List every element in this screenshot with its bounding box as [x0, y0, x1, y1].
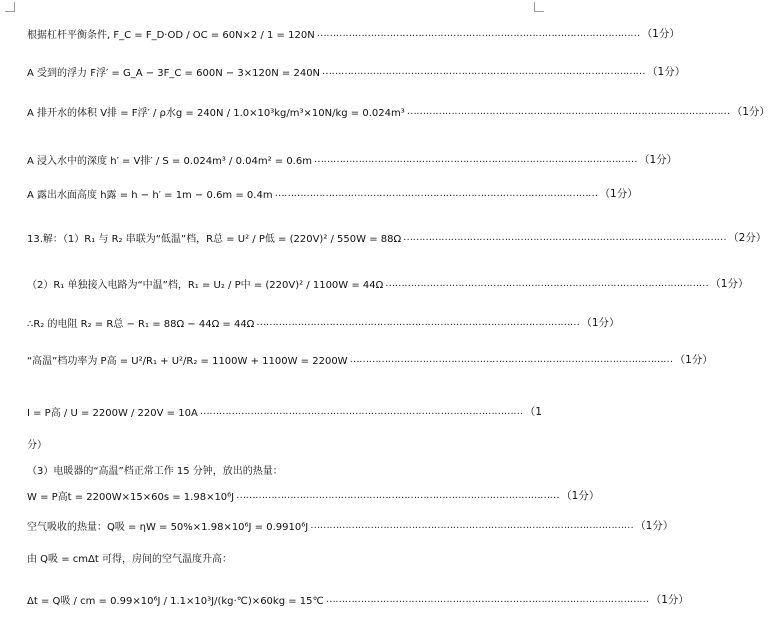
solution-formula: “高温”档功率为 P高 = U²/R₁ + U²/R₂ = 1100W + 1100W = 2200W [27, 356, 348, 367]
score-mark: （1分） [599, 188, 638, 200]
solution-line [27, 352, 713, 367]
score-mark: （1分） [731, 106, 770, 118]
solution-line [27, 230, 767, 245]
dot-leader: ………………………………………………………………………………………… [313, 153, 637, 165]
dot-leader: ………………………………………………………………………………………… [316, 27, 640, 39]
solution-formula: A 排开水的体积 V排 = F浮′ / ρ水g = 240N / 1.0×10³kg/m³×10N/kg = 0.024m³ [27, 108, 405, 119]
score-mark: （1 [524, 406, 542, 418]
score-mark: （1分） [641, 28, 680, 40]
score-mark: （2分） [728, 232, 767, 244]
solution-formula: I = P高 / U = 2200W / 220V = 10A [27, 408, 198, 419]
score-mark: （1分） [710, 278, 749, 290]
solution-line [27, 64, 686, 79]
solution-line [27, 462, 531, 477]
solution-line [27, 592, 689, 607]
solution-formula: 根据杠杆平衡条件, F_C = F_D·OD / OC = 60N×2 / 1 = 120N [27, 30, 315, 41]
solution-formula: （2）R₁ 单独接入电路为“中温”档，R₁ = U₂ / P中 = (220V)² / 1100W = 44Ω [27, 280, 384, 291]
solution-line [27, 518, 674, 533]
page-corner-mark-right [534, 2, 544, 12]
solution-line [27, 152, 678, 167]
solution-line [27, 104, 770, 119]
solution-formula: 13.解：（1）R₁ 与 R₂ 串联为“低温”档，R总 = U² / P低 = (220V)² / 550W = 88Ω [27, 234, 402, 245]
solution-formula: A 受到的浮力 F浮′ = G_A − 3F_C = 600N − 3×120N = 240N [27, 68, 321, 79]
solution-line [27, 404, 542, 419]
dot-leader: ………………………………………………………………………………………… [322, 65, 646, 77]
solution-formula: W = P高t = 2200W×15×60s = 1.98×10⁶J [27, 492, 235, 503]
solution-formula: ∴R₂ 的电阻 R₂ = R总 − R₁ = 88Ω − 44Ω = 44Ω [27, 319, 255, 330]
solution-formula: （3）电暖器的“高温”档正常工作 15 分钟，放出的热量： [27, 466, 283, 477]
score-mark: （1分） [647, 66, 686, 78]
dot-leader: ………………………………………………………………………………………… [199, 405, 523, 417]
solution-line [27, 488, 600, 503]
score-mark: （1分） [581, 317, 620, 329]
solution-line [27, 26, 680, 41]
dot-leader: ………………………………………………………………………………………… [385, 277, 709, 289]
dot-leader: ………………………………………………………………………………………… [256, 316, 580, 328]
solution-line [27, 276, 749, 291]
solution-line [27, 436, 531, 451]
solution-formula: 分） [27, 440, 47, 451]
dot-leader: ………………………………………………………………………………………… [274, 187, 598, 199]
solution-formula: 由 Q吸 = cmΔt 可得，房间的空气温度升高： [27, 554, 232, 565]
solution-line [27, 550, 531, 565]
score-mark: （1分） [638, 154, 678, 166]
dot-leader: ………………………………………………………………………………………… [406, 105, 730, 117]
score-mark: （1分） [674, 354, 713, 366]
score-mark: （1分） [650, 594, 689, 606]
solution-line [27, 186, 638, 201]
solution-formula: Δt = Q吸 / cm = 0.99×10⁶J / 1.1×10³J/(kg·℃)×60kg = 15℃ [27, 596, 324, 607]
dot-leader: ………………………………………………………………………………………… [236, 489, 560, 501]
solution-line [27, 315, 620, 330]
dot-leader: ………………………………………………………………………………………… [325, 593, 649, 605]
dot-leader: ………………………………………………………………………………………… [403, 231, 727, 243]
score-mark: （1分） [635, 520, 674, 532]
dot-leader: ………………………………………………………………………………………… [310, 519, 634, 531]
solution-formula: 空气吸收的热量：Q吸 = ηW = 50%×1.98×10⁶J = 0.9910⁶J [27, 522, 309, 533]
solution-formula: A 露出水面高度 h露 = h − h′ = 1m − 0.6m = 0.4m [27, 190, 273, 201]
dot-leader: ………………………………………………………………………………………… [349, 353, 673, 365]
solution-formula: A 浸入水中的深度 h′ = V排′ / S = 0.024m³ / 0.04m² = 0.6m [27, 156, 312, 167]
score-mark: （1分） [561, 490, 600, 502]
page-corner-mark-left [5, 2, 15, 12]
